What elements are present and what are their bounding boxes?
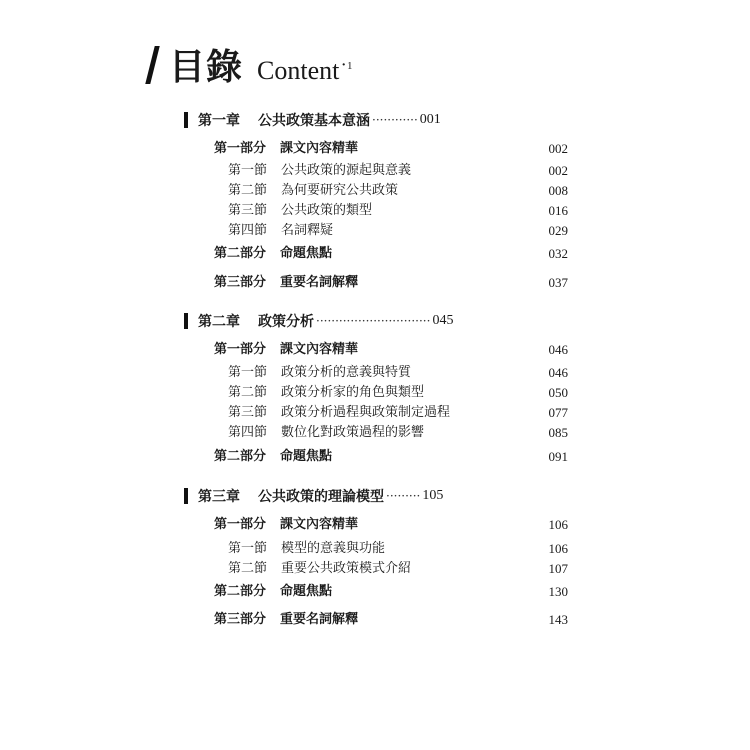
entry-page: 002 [548,141,568,156]
chapter-heading[interactable] [184,311,453,331]
entry-page: 029 [548,223,568,238]
entry-label: 公共政策的類型 [281,203,373,218]
entry-label: 為何要研究公共政策 [281,183,399,198]
entry-page: 106 [548,517,568,532]
entry-number: 第一部分 [214,141,267,156]
entry-number: 第三節 [228,405,268,420]
entry-number: 第二節 [228,385,268,400]
toc-entry[interactable] [214,245,332,263]
entry-label: 重要公共政策模式介紹 [281,561,412,576]
entry-number: 第四節 [228,223,268,238]
toc-entry[interactable] [214,341,358,359]
entry-label: 政策分析過程與政策制定過程 [281,405,451,420]
toc-entry[interactable] [228,384,424,402]
toc-entry[interactable] [228,182,398,200]
dot-leader: ············ [372,113,418,127]
chapter-title: 公共政策基本意涵 [258,113,370,129]
title-slash-mark [145,46,159,84]
entry-label: 命題焦點 [280,246,333,261]
toc-entry[interactable] [228,560,411,578]
chapter-heading[interactable] [184,486,443,506]
chapter-number: 第一章 [198,113,240,129]
page-number: ·1 [341,58,353,73]
toc-entry[interactable] [228,364,411,382]
toc-entry[interactable] [228,162,411,180]
title-english: Content [257,56,340,85]
entry-label: 政策分析的意義與特質 [281,365,412,380]
chapter-heading[interactable] [184,110,441,130]
entry-page: 050 [548,385,568,400]
entry-label: 政策分析家的角色與類型 [281,385,425,400]
entry-number: 第三節 [228,203,268,218]
entry-label: 命題焦點 [280,449,333,464]
chapter-number: 第三章 [198,489,240,505]
entry-page: 016 [548,203,568,218]
chapter-marker-bar [184,112,188,128]
entry-label: 重要名詞解釋 [280,612,359,627]
entry-page: 037 [548,275,568,290]
entry-number: 第一節 [228,541,268,556]
entry-page: 046 [548,342,568,357]
entry-number: 第三部分 [214,275,267,290]
chapter-page: 045 [432,313,454,328]
entry-label: 數位化對政策過程的影響 [281,425,425,440]
entry-number: 第二部分 [214,246,267,261]
toc-entry[interactable] [214,611,358,629]
entry-number: 第二節 [228,561,268,576]
chapter-title: 政策分析 [258,314,314,330]
entry-number: 第二部分 [214,449,267,464]
toc-entry[interactable] [228,222,333,240]
entry-number: 第一節 [228,365,268,380]
chapter-title: 公共政策的理論模型 [258,489,384,505]
entry-label: 課文內容精華 [280,342,359,357]
entry-page: 008 [548,183,568,198]
entry-page: 032 [548,246,568,261]
entry-number: 第三部分 [214,612,267,627]
chapter-number: 第二章 [198,314,240,330]
toc-title [150,40,353,90]
entry-page: 002 [548,163,568,178]
entry-label: 重要名詞解釋 [280,275,359,290]
chapter-marker-bar [184,488,188,504]
entry-label: 課文內容精華 [280,141,359,156]
dot-leader: ········· [386,489,421,503]
toc-entry[interactable] [214,583,332,601]
toc-entry[interactable] [214,448,332,466]
toc-entry[interactable] [228,202,372,220]
entry-label: 課文內容精華 [280,517,359,532]
toc-entry[interactable] [228,540,385,558]
entry-label: 名詞釋疑 [281,223,334,238]
entry-label: 公共政策的源起與意義 [281,163,412,178]
toc-entry[interactable] [228,424,424,442]
dot-leader: ······························ [316,314,431,328]
entry-page: 130 [548,584,568,599]
entry-page: 091 [548,449,568,464]
entry-page: 046 [548,365,568,380]
entry-number: 第一部分 [214,342,267,357]
entry-number: 第一部分 [214,517,267,532]
chapter-page: 105 [422,488,444,503]
entry-page: 143 [548,612,568,627]
chapter-marker-bar [184,313,188,329]
entry-number: 第四節 [228,425,268,440]
entry-label: 模型的意義與功能 [281,541,386,556]
toc-entry[interactable] [214,140,358,158]
chapter-page: 001 [419,112,441,127]
toc-entry[interactable] [214,516,358,534]
title-chinese: 目錄 [169,47,244,88]
entry-page: 106 [548,541,568,556]
toc-entry[interactable] [228,404,450,422]
entry-number: 第二部分 [214,584,267,599]
entry-page: 085 [548,425,568,440]
page-number-value: 1 [347,60,353,72]
toc-entry[interactable] [214,274,358,292]
entry-number: 第二節 [228,183,268,198]
entry-page: 077 [548,405,568,420]
entry-label: 命題焦點 [280,584,333,599]
entry-number: 第一節 [228,163,268,178]
entry-page: 107 [548,561,568,576]
